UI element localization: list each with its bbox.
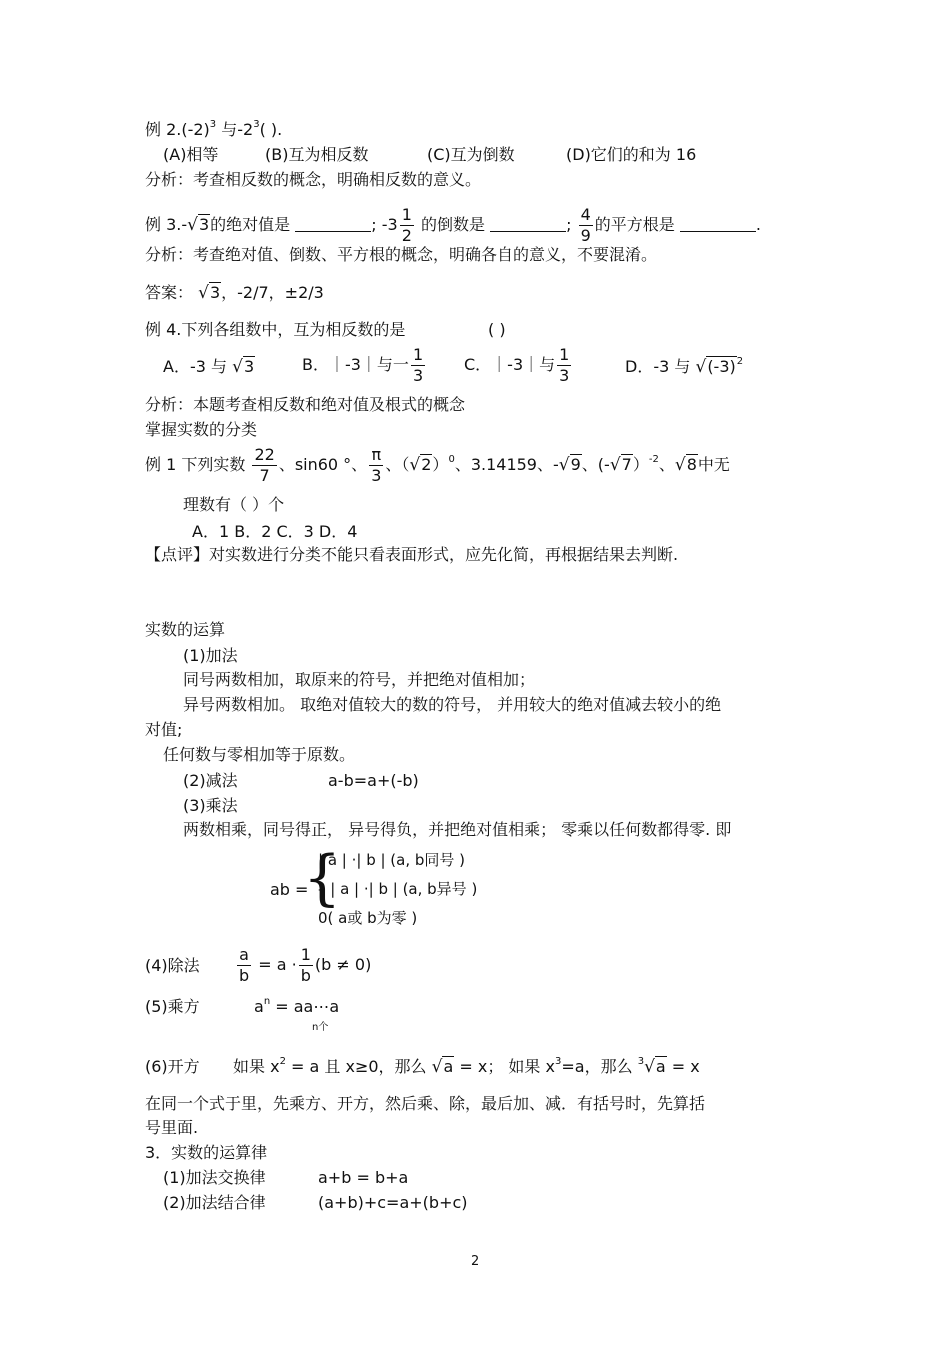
multiplication-rule: 两数相乘，同号得正， 异号得负，并把绝对值相乘； 零乘以任何数都得零. 即: [183, 820, 732, 839]
section-heading-laws: 3．实数的运算律: [145, 1143, 268, 1162]
ex3-answer: 答案： √3，-2/7，±2/3: [145, 283, 324, 303]
root-rule: 如果 $x^2 = a$ 且 x≥0，那么 √a = x； 如果 $x^3=a$，那么 $^3$√a = x: [233, 1056, 700, 1077]
section-heading-classification: 掌握实数的分类: [145, 420, 258, 439]
piecewise-case-2: – | a | ·| b | (a, b异号 ): [318, 880, 478, 898]
ex2-option-c: (C)互为倒数: [427, 145, 515, 164]
ex4-option-a: A．-3 与 √3: [163, 357, 255, 377]
power-underbrace-label: n个: [312, 1022, 329, 1033]
ex1-question-line2: 理数有（ ）个: [183, 495, 285, 514]
addition-heading: (1)加法: [183, 646, 238, 665]
addition-rule-2: 异号两数相加。 取绝对值较大的数的符号， 并用较大的绝对值减去较小的绝: [183, 695, 722, 714]
addition-rule-3: 任何数与零相加等于原数。: [163, 745, 356, 764]
piecewise-case-1: | a | ·| b | (a, b同号 ): [318, 851, 466, 869]
power-formula: $a^n$ = aa⋯a: [254, 996, 340, 1016]
division-heading: (4)除法: [145, 956, 200, 975]
subtraction-formula: a-b=a+(-b): [328, 771, 419, 790]
piecewise-lhs: ab =: [270, 880, 309, 899]
order-of-operations: 在同一个式于里，先乘方、开方，然后乘、除，最后加、减．有括号时，先算括: [145, 1094, 706, 1113]
ex4-option-c: C．｜-3｜与 $\frac{1}{3}$: [464, 345, 570, 385]
ex4-option-b: B．｜-3｜与一 $\frac{1}{3}$: [302, 345, 424, 385]
piecewise-case-3: 0( a或 b为零 ): [318, 909, 418, 927]
ex3-analysis: 分析：考查绝对值、倒数、平方根的概念，明确各自的意义，不要混淆。: [145, 245, 658, 264]
root-heading: (6)开方: [145, 1057, 200, 1076]
ex4-question: 例 4.下列各组数中，互为相反数的是: [145, 320, 406, 339]
law-2-formula: (a+b)+c=a+(b+c): [318, 1193, 468, 1212]
law-1-label: (1)加法交换律: [163, 1168, 266, 1187]
page-number: 2: [471, 1254, 480, 1269]
power-heading: (5)乘方: [145, 997, 200, 1016]
ex2-option-a: (A)相等: [163, 145, 219, 164]
ex1-options: A．1 B．2 C．3 D．4: [192, 522, 358, 541]
addition-rule-1: 同号两数相加，取原来的符号，并把绝对值相加；: [183, 670, 536, 689]
law-1-formula: a+b = b+a: [318, 1168, 409, 1187]
multiplication-heading: (3)乘法: [183, 796, 238, 815]
ex4-paren: ( ): [488, 320, 506, 339]
ex2-question: 例 $2.(-2)^3$ 与$-2^3$( ).: [145, 119, 283, 139]
ex1-question: 例 1 下列实数 $\frac{22}{7}$ 、sin60 °、 $\frac{\pi}{3}$ 、$(√2)^0$、3.14159、-√9、(-√7）$^{-2}$、√8中无: [145, 445, 730, 485]
ex2-option-b: (B)互为相反数: [265, 145, 369, 164]
ex2-analysis: 分析：考查相反数的概念，明确相反数的意义。: [145, 170, 482, 189]
subtraction-heading: (2)减法: [183, 771, 238, 790]
division-formula: $\frac{a}{b}$ = a · $\frac{1}{b}$ (b ≠ 0): [239, 945, 372, 985]
ex1-comment: 【点评】对实数进行分类不能只看表面形式，应先化简，再根据结果去判断.: [145, 545, 679, 564]
ex3-question: 例 3.-√3的绝对值是 ; -3 $\frac{1}{2}$ 的倒数是 ; $\frac{4}{9}$ 的平方根是 .: [145, 205, 761, 245]
addition-rule-2-cont: 对值;: [145, 720, 183, 739]
order-of-operations-cont: 号里面.: [145, 1118, 199, 1137]
section-heading-operations: 实数的运算: [145, 620, 226, 639]
brace-symbol: {: [303, 843, 342, 913]
ex4-analysis: 分析：本题考查相反数和绝对值及根式的概念: [145, 395, 466, 414]
law-2-label: (2)加法结合律: [163, 1193, 266, 1212]
ex2-option-d: (D)它们的和为 16: [566, 145, 697, 164]
ex4-option-d: D．-3 与 $√(-3)^2$: [625, 356, 744, 377]
